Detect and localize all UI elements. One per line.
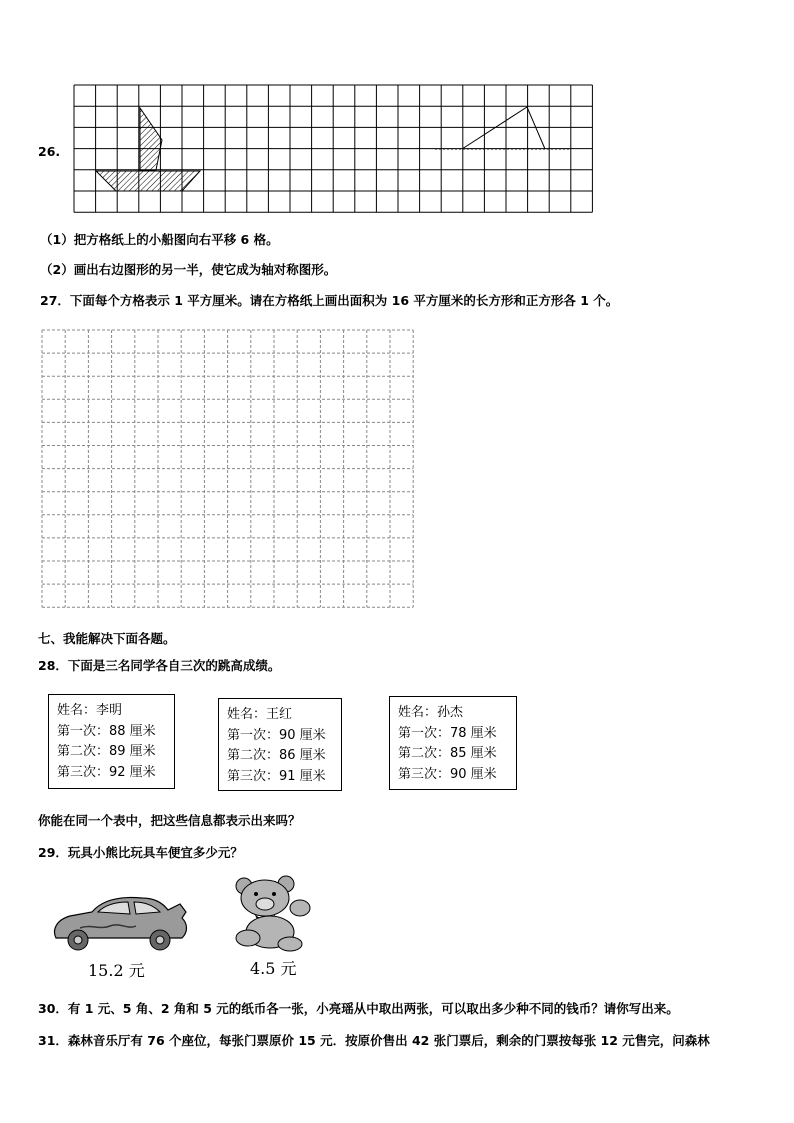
student-name: 姓名：王红 (227, 707, 293, 722)
half-triangle-shape (435, 107, 570, 149)
q26-number: 26. (38, 144, 61, 159)
toy-car-image (50, 890, 192, 952)
section7-title: 七、我能解决下面各题。 (38, 631, 176, 646)
result-1: 第一次：88 厘米 (57, 723, 156, 739)
result-3: 第三次：90 厘米 (398, 766, 497, 782)
bear-price: 4.5 元 (250, 959, 297, 978)
result-2: 第二次：85 厘米 (398, 746, 497, 761)
student-name: 姓名：李明 (57, 703, 123, 718)
q26-sub2: （2）画出右边图形的另一半，使它成为轴对称图形。 (40, 262, 337, 277)
result-2: 第二次：86 厘米 (227, 748, 326, 763)
q27-text: 27．下面每个方格表示 1 平方厘米。请在方格纸上画出面积为 16 平方厘米的长方形和正方形各 1 个。 (40, 293, 619, 308)
q28-question: 你能在同一个表中，把这些信息都表示出来吗？ (38, 813, 301, 828)
result-3: 第三次：91 厘米 (227, 768, 326, 784)
q28-text: 28．下面是三名同学各自三次的跳高成绩。 (38, 658, 281, 673)
student-name: 姓名：孙杰 (398, 705, 464, 720)
q27-grid (40, 328, 418, 612)
car-price: 15.2 元 (88, 961, 145, 980)
q26-grid (70, 80, 594, 220)
student-card-2 (218, 698, 342, 791)
q29-text: 29．玩具小熊比玩具车便宜多少元？ (38, 845, 243, 860)
student-card-3 (389, 696, 517, 790)
q30-text: 30．有 1 元、5 角、2 角和 5 元的纸币各一张，小亮瑶从中取出两张，可以取出多少种不同的钱币？请你写出来。 (38, 1001, 679, 1016)
q31-text: 31．森林音乐厅有 76 个座位，每张门票原价 15 元．按原价售出 42 张门票后，剩余的门票按每张 12 元售完，问森林 (38, 1033, 710, 1048)
boat-shape (96, 108, 200, 191)
result-3: 第三次：92 厘米 (57, 764, 156, 780)
teddy-bear-image (230, 874, 322, 954)
result-2: 第二次：89 厘米 (57, 744, 156, 759)
result-1: 第一次：78 厘米 (398, 725, 497, 741)
q26-sub1: （1）把方格纸上的小船图向右平移 6 格。 (40, 232, 279, 247)
student-card-1 (48, 694, 175, 789)
result-1: 第一次：90 厘米 (227, 727, 326, 743)
